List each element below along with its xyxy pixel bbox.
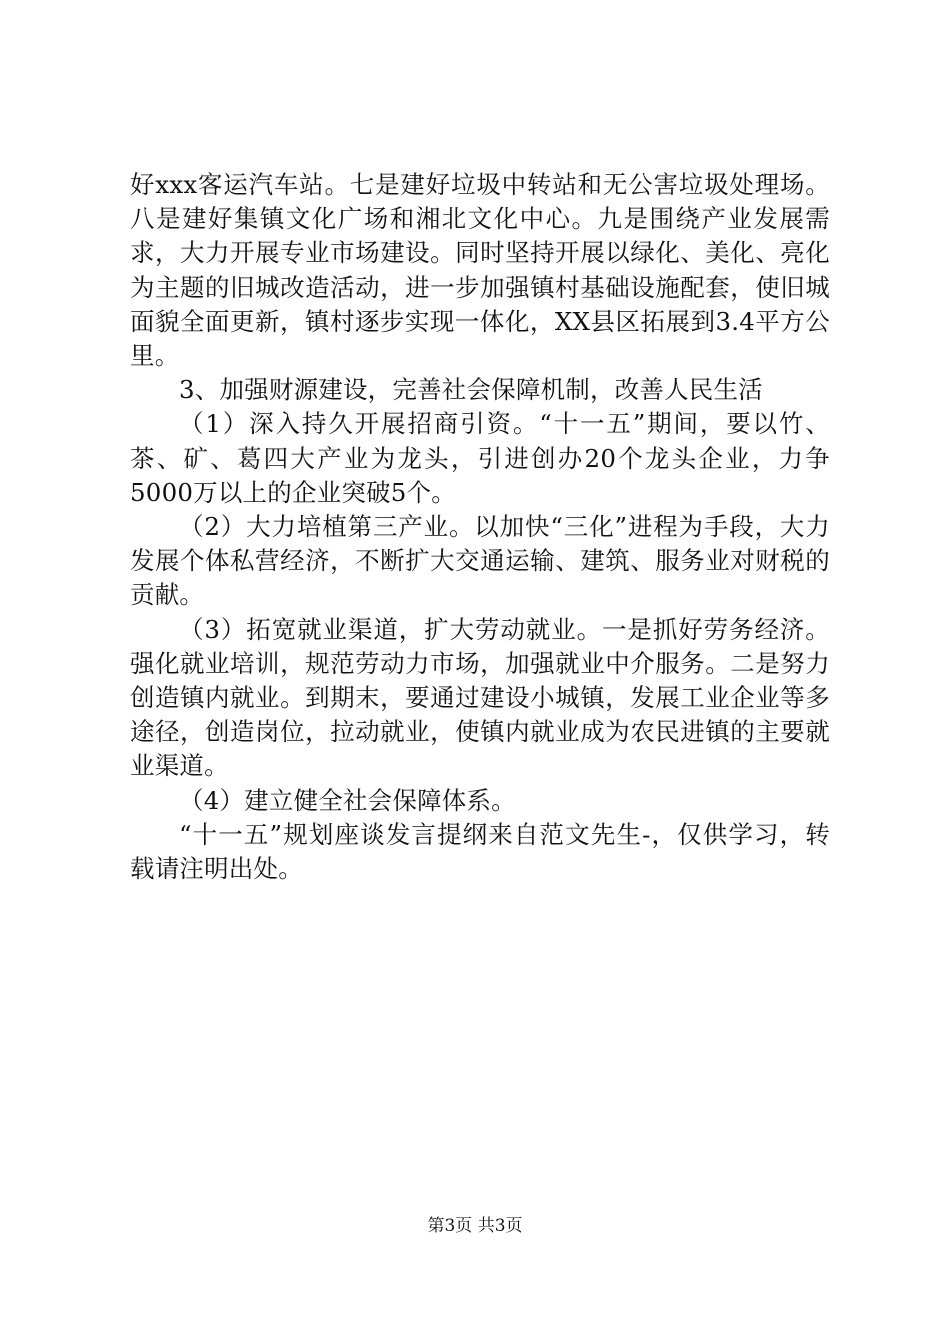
paragraph-item-1: （1）深入持久开展招商引资。“十一五”期间，要以竹、茶、矿、葛四大产业为龙头，引进创办20个龙头企业，力争5000万以上的企业突破5个。: [130, 409, 830, 507]
page-number-current: 第3页: [427, 1216, 473, 1236]
paragraph-item-2: （2）大力培植第三产业。以加快“三化”进程为手段，大力发展个体私营经济，不断扩大交通运输、建筑、服务业对财税的贡献。: [130, 512, 830, 610]
paragraph-1: 好xxx客运汽车站。七是建好垃圾中转站和无公害垃圾处理场。八是建好集镇文化广场和湘北文化中心。九是围绕产业发展需求，大力开展专业市场建设。同时坚持开展以绿化、美化、亮化为主题的旧城改造活动，进一步加强镇村基础设施配套，使旧城面貌全面更新，镇村逐步实现一体化，XX县区拓展到3.4平方公里。: [130, 170, 830, 371]
paragraph-item-3: （3）拓宽就业渠道，扩大劳动就业。一是抓好劳务经济。强化就业培训，规范劳动力市场，加强就业中介服务。二是努力创造镇内就业。到期末，要通过建设小城镇，发展工业企业等多途径，创造岗位，拉动就业，使镇内就业成为农民进镇的主要就业渠道。: [130, 614, 830, 781]
page-number-total: 共3页: [477, 1216, 523, 1236]
document-body: [130, 168, 830, 886]
paragraph-item-4: （4）建立健全社会保障体系。: [179, 785, 516, 815]
page-footer: [0, 1214, 950, 1238]
section-heading-3: 3、加强财源建设，完善社会保障机制，改善人民生活: [179, 375, 763, 405]
source-note: “十一五”规划座谈发言提纲来自范文先生-，仅供学习，转载请注明出处。: [130, 819, 830, 884]
